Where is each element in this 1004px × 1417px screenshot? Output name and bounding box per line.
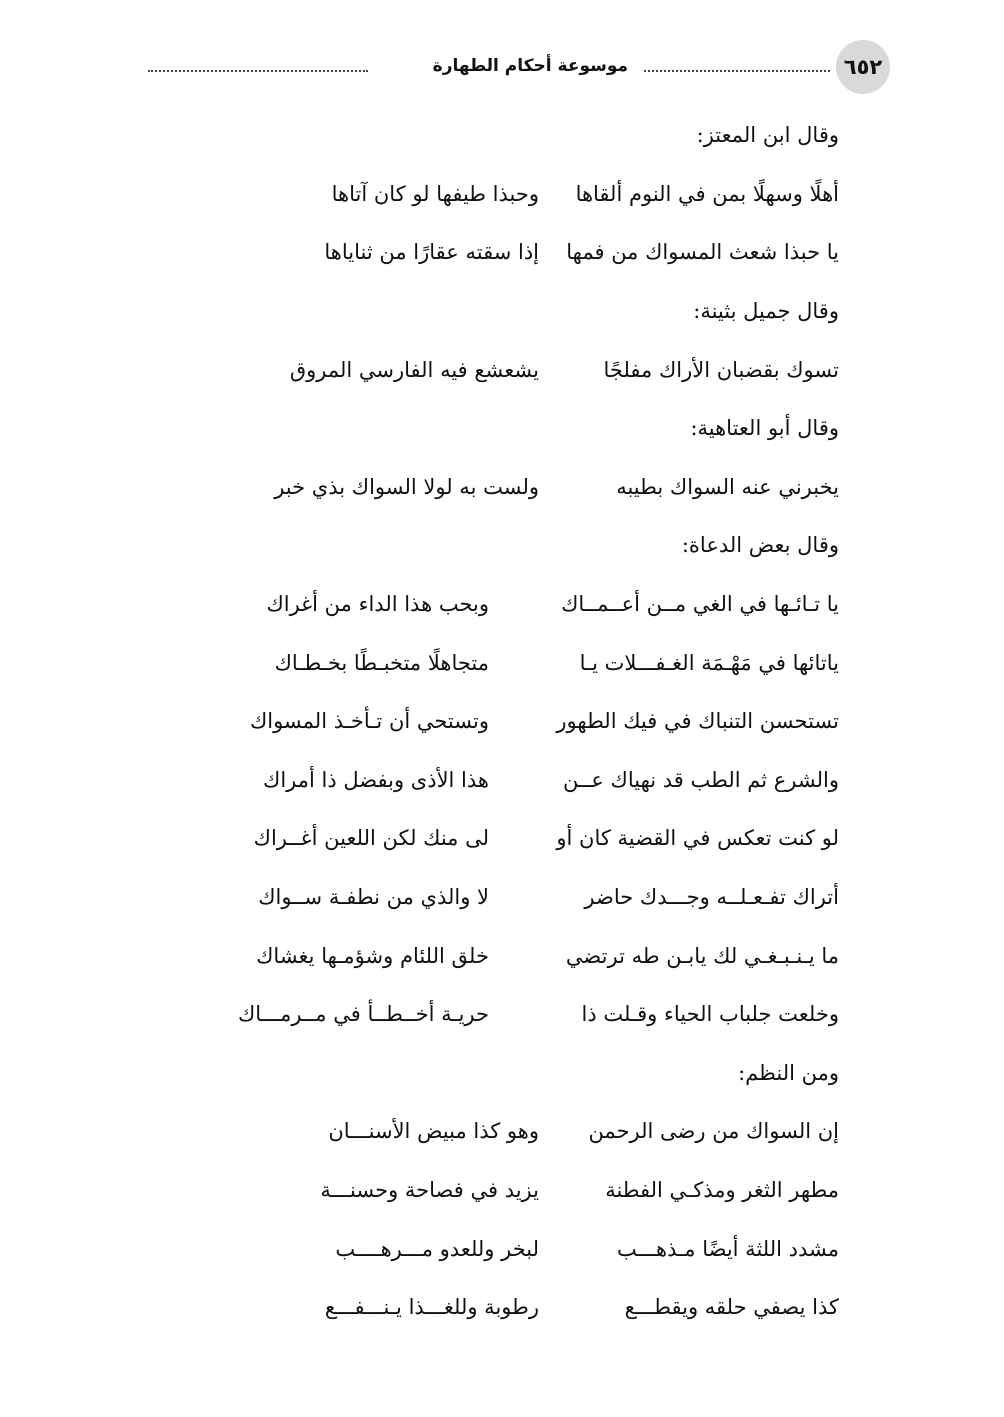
verse-second-hemistich: وبحب هذا الداء من أغراك (266, 592, 489, 617)
verse-second-hemistich: هذا الأذى وبفضل ذا أمراك (263, 767, 489, 792)
verse-second-hemistich: إذا سقته عقارًا من ثناياها (324, 240, 539, 265)
page-number-badge: ٦٥٢ (836, 40, 890, 94)
book-title: موسوعة أحكام الطهارة (427, 56, 634, 76)
verse-line (219, 692, 839, 751)
verse-first-hemistich: كذا يصفي حلقه ويقطـــع (624, 1295, 839, 1320)
verse-first-hemistich: يا تـائـها في الغي مــن أعــمــاك (561, 592, 839, 617)
verse-first-hemistich: إن السواك من رضى الرحمن (588, 1119, 839, 1144)
verse-line (219, 165, 839, 224)
intro-line: وقال بعض الدعاة: (681, 533, 839, 558)
verse-line (219, 1102, 839, 1161)
verse-line (219, 575, 839, 634)
verse-first-hemistich: تسوك بقضبان الأراك مفلجًا (603, 357, 839, 382)
verse-line (219, 751, 839, 810)
verse-second-hemistich: ولست به لولا السواك بذي خبر (274, 474, 539, 499)
verse-line (219, 458, 839, 517)
verse-first-hemistich: يا حبذا شعث المسواك من فمها (566, 240, 839, 265)
verse-second-hemistich: يزيد في فصاحة وحسنـــة (320, 1177, 539, 1202)
verse-line (219, 809, 839, 868)
verse-first-hemistich: وخلعت جلباب الحياء وقـلت ذا (581, 1002, 839, 1027)
verse-second-hemistich: رطوبة وللغـــذا يـنـــفـــع (324, 1295, 539, 1320)
verse-second-hemistich: وتستحي أن تـأخـذ المسواك (249, 709, 489, 734)
verse-line (219, 1278, 839, 1337)
verse-first-hemistich: تستحسن التنباك في فيك الطهور (556, 709, 839, 734)
verse-second-hemistich: وهو كذا مبيض الأسنـــان (328, 1119, 539, 1144)
verse-line (219, 868, 839, 927)
verse-first-hemistich: أهلًا وسهلًا بمن في النوم ألقاها (575, 181, 839, 206)
verse-second-hemistich: لى منك لكن اللعين أغــراك (253, 826, 489, 851)
page-header (148, 40, 890, 100)
verse-first-hemistich: يخبرني عنه السواك بطيبه (616, 474, 839, 499)
header-dotted-rule-right (644, 70, 830, 72)
verse-line (219, 1219, 839, 1278)
verse-line (219, 340, 839, 399)
verse-second-hemistich: لا والذي من نطفـة ســواك (258, 885, 489, 910)
verse-line (219, 926, 839, 985)
verse-first-hemistich: ياتائها في مَهْـمَة الغـفـــلات يـا (579, 650, 839, 675)
verse-first-hemistich: والشرع ثم الطب قد نهياك عــن (563, 767, 839, 792)
verse-first-hemistich: مطهر الثغر ومذكـي الفطنة (605, 1177, 839, 1202)
verse-line (219, 1161, 839, 1220)
verse-first-hemistich: مشدد اللثة أيضًا مـذهـــب (616, 1236, 839, 1261)
verse-first-hemistich: ما يـنـبـغـي لك يابـن طه ترتضي (565, 943, 839, 968)
verse-second-hemistich: حريـة أخــطــأ في مــرمـــاك (238, 1002, 489, 1027)
verse-line (219, 985, 839, 1044)
verse-line (219, 633, 839, 692)
intro-line: وقال ابن المعتز: (696, 123, 839, 148)
page-body (219, 106, 839, 1336)
verse-second-hemistich: وحبذا طيفها لو كان آتاها (331, 181, 539, 206)
verse-line (219, 223, 839, 282)
verse-second-hemistich: متجاهلًا متخبـطًا بخـطـاك (274, 650, 489, 675)
intro-line: وقال أبو العتاهية: (690, 416, 839, 441)
verse-second-hemistich: لبخر وللعدو مـــرهــــب (335, 1236, 539, 1261)
verse-second-hemistich: خلق اللئام وشؤمـها يغشاك (256, 943, 489, 968)
intro-line: وقال جميل بثينة: (693, 299, 839, 324)
verse-second-hemistich: يشعشع فيه الفارسي المروق (289, 357, 539, 382)
header-dotted-rule-left (148, 70, 368, 72)
verse-first-hemistich: أتراك تفـعـلــه وجـــدك حاضر (584, 885, 839, 910)
verse-first-hemistich: لو كنت تعكس في القضية كان أو (556, 826, 839, 851)
intro-line: ومن النظم: (738, 1060, 839, 1085)
